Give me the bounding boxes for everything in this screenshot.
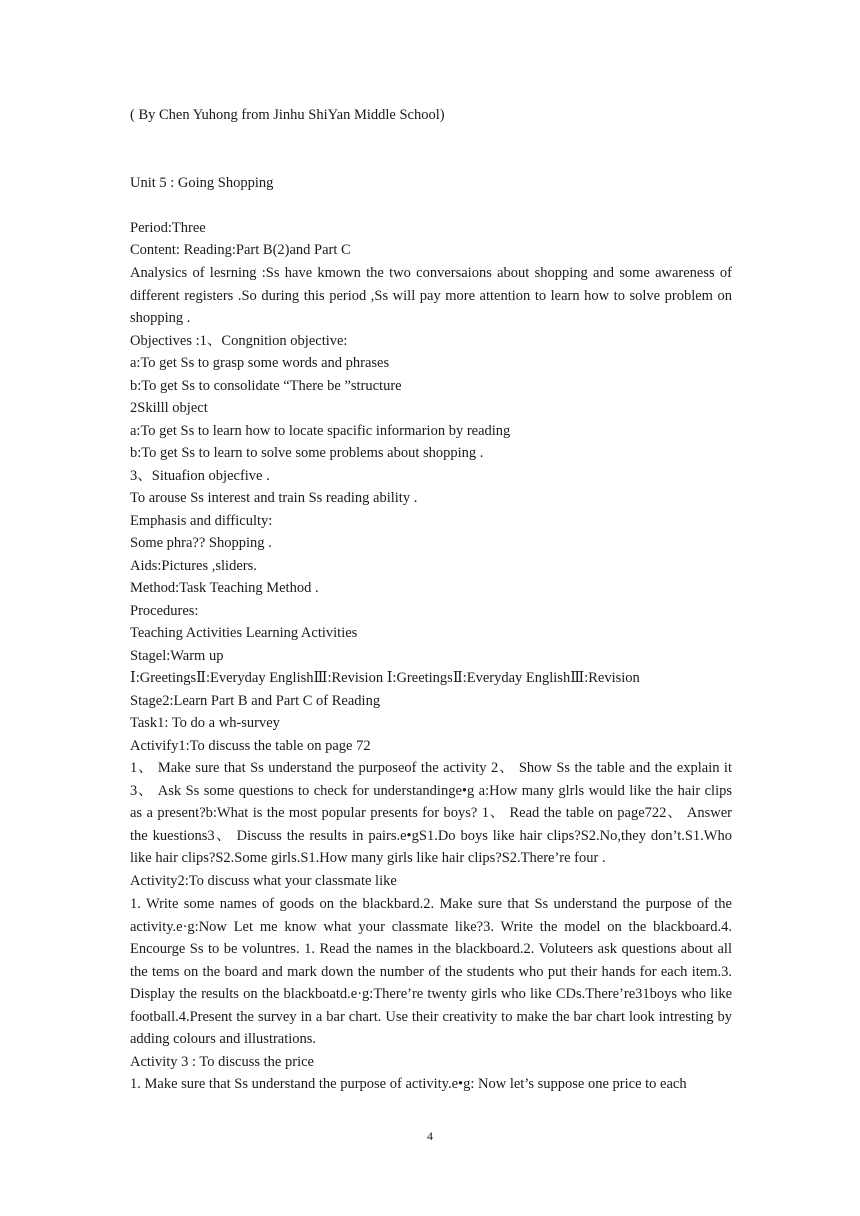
skill-a: a:To get Ss to learn how to locate spacific informarion by reading (130, 423, 511, 439)
activity1-paragraph: 1、 Make sure that Ss understand the purposeof the activity 2、 Show Ss the table and the explain it 3、 Ask Ss some questions to check for understandinge•g a:How many glrls would like the hair clips as a present?b:What is the most popular presents for boys? 1、 Read the table on page722、 Answer the kuestions3、 Discuss the results in pairs.e•gS1.Do boys like hair clips?S2.No,they don’t.S1.Who like hair clips?S2.Some girls.S1.How many girls like hair clips?S2.There’re four . (130, 760, 732, 866)
situation-text: To arouse Ss interest and train Ss reading ability . (130, 490, 418, 506)
activity2-paragraph: 1. Write some names of goods on the blackbard.2. Make sure that Ss understand the purpose of the activity.e·g:Now Let me know what your classmate like?3. Write the model on the blackboard.4. Encourge Ss to be voluntres. 1. Read the names in the blackboard.2. Voluteers ask questions about all the tems on the board and mark down the number of the students who put their hands for each item.3. Display the results on the blackboatd.e·g:There’re twenty girls who like CDs.There’re31boys who like football.4.Present the survey in a bar chart. Use their creativity to make the bar chart look intresting by adding colours and illustrations. (130, 896, 732, 1047)
period-line: Period:Three (130, 220, 206, 236)
emphasis-heading: Emphasis and difficulty: (130, 513, 273, 529)
activity3-heading: Activity 3 : To discuss the price (130, 1054, 314, 1070)
task1-heading: Task1: To do a wh-survey (130, 715, 280, 731)
stage2-heading: Stage2:Learn Part B and Part C of Reading (130, 693, 381, 709)
page-number: 4 (427, 1129, 433, 1143)
content-line: Content: Reading:Part B(2)and Part C (130, 242, 351, 258)
stage1-heading: Stagel:Warm up (130, 648, 224, 664)
skill-object: 2Skilll object (130, 400, 208, 416)
situation-objective: 3、Situafion objecfive . (130, 468, 270, 484)
activity3-paragraph: 1. Make sure that Ss understand the purpose of activity.e•g: Now let’s suppose one price to each (130, 1076, 687, 1092)
byline: ( By Chen Yuhong from Jinhu ShiYan Middle School) (130, 107, 445, 123)
method-line: Method:Task Teaching Method . (130, 580, 319, 596)
objectives-line: Objectives :1、Congnition objective: (130, 333, 348, 349)
activity2-heading: Activity2:To discuss what your classmate like (130, 873, 397, 889)
unit-title: Unit 5 : Going Shopping (130, 175, 274, 191)
objective-b: b:To get Ss to consolidate “There be ”structure (130, 378, 402, 394)
aids-line: Aids:Pictures ,sliders. (130, 558, 257, 574)
procedures-heading: Procedures: (130, 603, 199, 619)
activity1-heading: Activify1:To discuss the table on page 72 (130, 738, 371, 754)
stage1-steps: Ⅰ:GreetingsⅡ:Everyday EnglishⅢ:Revision Ⅰ:GreetingsⅡ:Everyday EnglishⅢ:Revision (130, 670, 640, 686)
skill-b: b:To get Ss to learn to solve some problems about shopping . (130, 445, 484, 461)
analysis-paragraph: Analysics of lesrning :Ss have kmown the two conversaions about shopping and some awareness of different registers .So during this period ,Ss will pay more attention to learn how to solve problem on shopping . (130, 265, 732, 326)
activities-header: Teaching Activities Learning Activities (130, 625, 358, 641)
emphasis-text: Some phra?? Shopping . (130, 535, 272, 551)
objective-a: a:To get Ss to grasp some words and phrases (130, 355, 390, 371)
